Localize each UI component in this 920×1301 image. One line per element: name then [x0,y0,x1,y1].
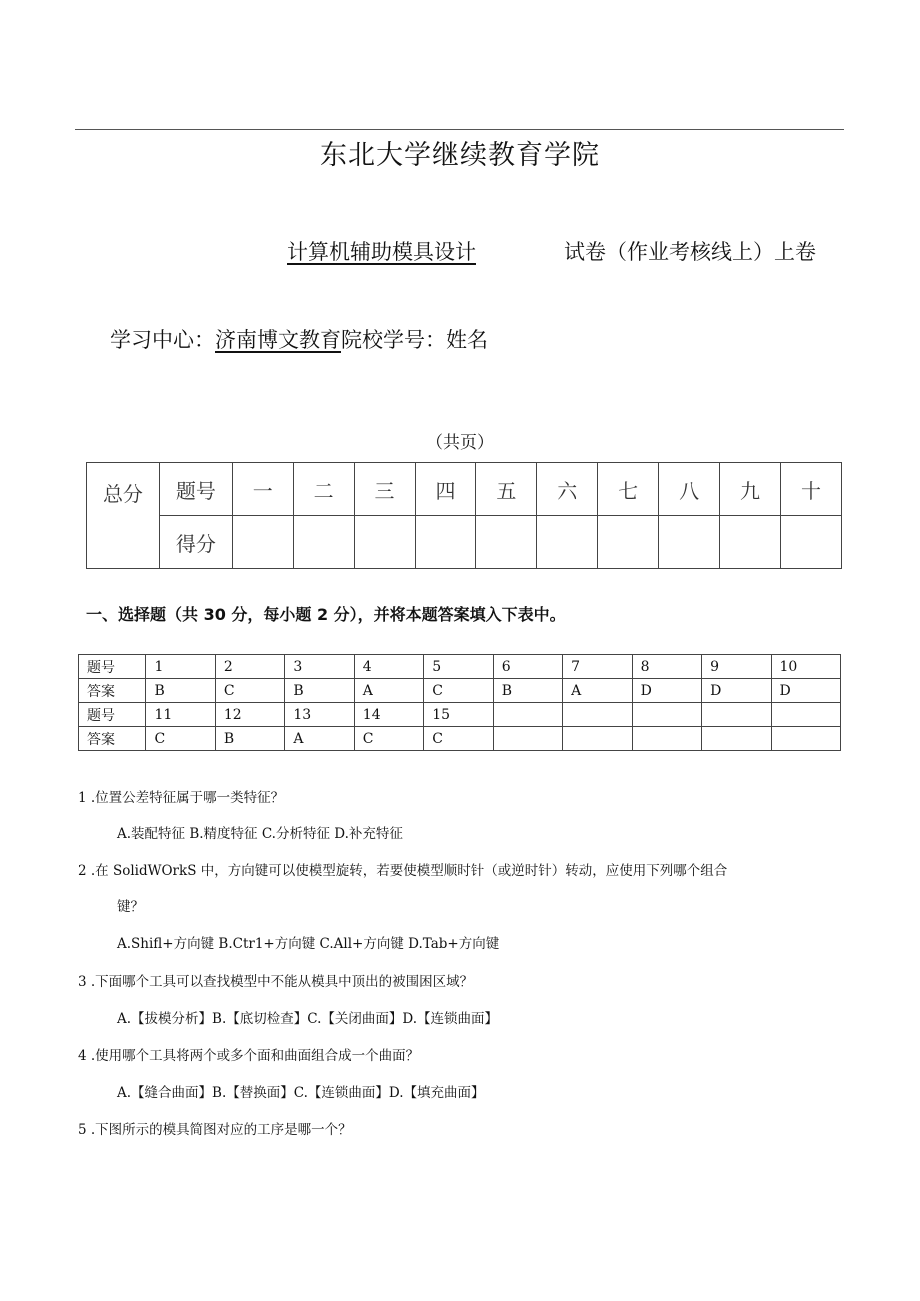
answer-row-label: 题号 [79,703,146,727]
qno-cell: 四 [415,463,476,516]
answer-cell [632,727,701,751]
question-4: 4 .使用哪个工具将两个或多个面和曲面组合成一个曲面？ [78,1048,420,1064]
question-2-options: A.Shifl+方向键 B.Ctr1+方向键 C.All+方向键 D.Tab+方向键 [117,936,500,952]
answer-cell: 10 [771,655,840,679]
question-3-options: A.【拔模分析】B.【底切检查】C.【关闭曲面】D.【连锁曲面】 [117,1011,499,1027]
answer-cell [702,703,771,727]
center-name: 济南博文教育 [215,328,341,352]
question-2: 2 .在 SolidWOrkS 中，方向键可以使模型旋转，若要使模型顺时针（或逆时针）转动，应使用下列哪个组合 [78,863,728,879]
answer-cell [493,727,562,751]
score-value-row [87,516,842,569]
answer-cell [563,727,632,751]
qno-cell: 九 [720,463,781,516]
answer-cell [771,703,840,727]
score-entry-cell[interactable] [232,516,293,569]
answer-cell: 7 [563,655,632,679]
answer-cell: 3 [285,655,354,679]
question-4-options: A.【缝合曲面】B.【替换面】C.【连锁曲面】D.【填充曲面】 [117,1085,485,1101]
qno-cell: 一 [232,463,293,516]
answer-cell: 1 [146,655,215,679]
answer-row-label: 答案 [79,727,146,751]
header-rule [75,129,844,130]
answer-table [78,654,841,751]
student-info-line [110,324,488,354]
score-entry-cell[interactable] [354,516,415,569]
answer-cell: 11 [146,703,215,727]
question-1: 1 .位置公差特征属于哪一类特征？ [78,790,285,806]
section-1-title: 一、选择题（共 30 分，每小题 2 分），并将本题答案填入下表中。 [86,605,566,624]
answer-cell [563,703,632,727]
qno-cell: 十 [780,463,841,516]
question-2-continued: 键？ [117,899,144,915]
qno-cell: 二 [293,463,354,516]
answer-cell [771,727,840,751]
answer-cell: 8 [632,655,701,679]
answer-cell: 15 [424,703,493,727]
score-entry-cell[interactable] [476,516,537,569]
answer-cell: C [424,727,493,751]
answer-cell: A [354,679,423,703]
answer-cell: D [771,679,840,703]
qno-label-cell: 题号 [159,463,232,516]
answer-cell: C [215,679,284,703]
answer-cell: C [354,727,423,751]
student-id-name-label: 院校学号：姓名 [341,328,488,352]
qno-cell: 八 [659,463,720,516]
answer-cell [632,703,701,727]
qno-cell: 三 [354,463,415,516]
answer-cell: C [146,727,215,751]
university-title: 东北大学继续教育学院 [320,140,600,171]
answer-cell [702,727,771,751]
answer-cell: 13 [285,703,354,727]
score-entry-cell[interactable] [415,516,476,569]
score-entry-cell[interactable] [537,516,598,569]
qno-cell: 五 [476,463,537,516]
answer-row-label: 题号 [79,655,146,679]
answer-row-label: 答案 [79,679,146,703]
answer-cell: 12 [215,703,284,727]
question-3: 3 .下面哪个工具可以查找模型中不能从模具中顶出的被围困区域？ [78,974,474,990]
qno-cell: 七 [598,463,659,516]
answer-table-row [79,679,841,703]
question-1-options: A.装配特征 B.精度特征 C.分析特征 D.补充特征 [117,826,403,842]
answer-cell: 6 [493,655,562,679]
question-5: 5 .下图所示的模具简图对应的工序是哪一个？ [78,1122,352,1138]
answer-cell [493,703,562,727]
answer-cell: 5 [424,655,493,679]
answer-cell: 9 [702,655,771,679]
center-label: 学习中心： [110,328,215,352]
answer-table-row [79,655,841,679]
score-table [86,462,842,569]
answer-cell: 14 [354,703,423,727]
course-name: 计算机辅助模具设计 [287,240,476,264]
answer-cell: D [632,679,701,703]
answer-table-row [79,727,841,751]
score-label-cell: 得分 [159,516,232,569]
qno-cell: 六 [537,463,598,516]
answer-table-row [79,703,841,727]
answer-cell: B [285,679,354,703]
exam-type: 试卷（作业考核线上）上卷 [564,240,816,264]
score-entry-cell[interactable] [293,516,354,569]
page-count: （共页） [426,433,494,453]
total-score-cell: 总分 [87,463,160,569]
score-entry-cell[interactable] [780,516,841,569]
answer-cell: D [702,679,771,703]
score-entry-cell[interactable] [659,516,720,569]
answer-cell: A [563,679,632,703]
answer-cell: C [424,679,493,703]
answer-cell: B [215,727,284,751]
answer-cell: B [493,679,562,703]
score-header-row [87,463,842,516]
answer-cell: A [285,727,354,751]
answer-cell: B [146,679,215,703]
answer-cell: 2 [215,655,284,679]
score-entry-cell[interactable] [720,516,781,569]
score-entry-cell[interactable] [598,516,659,569]
answer-cell: 4 [354,655,423,679]
